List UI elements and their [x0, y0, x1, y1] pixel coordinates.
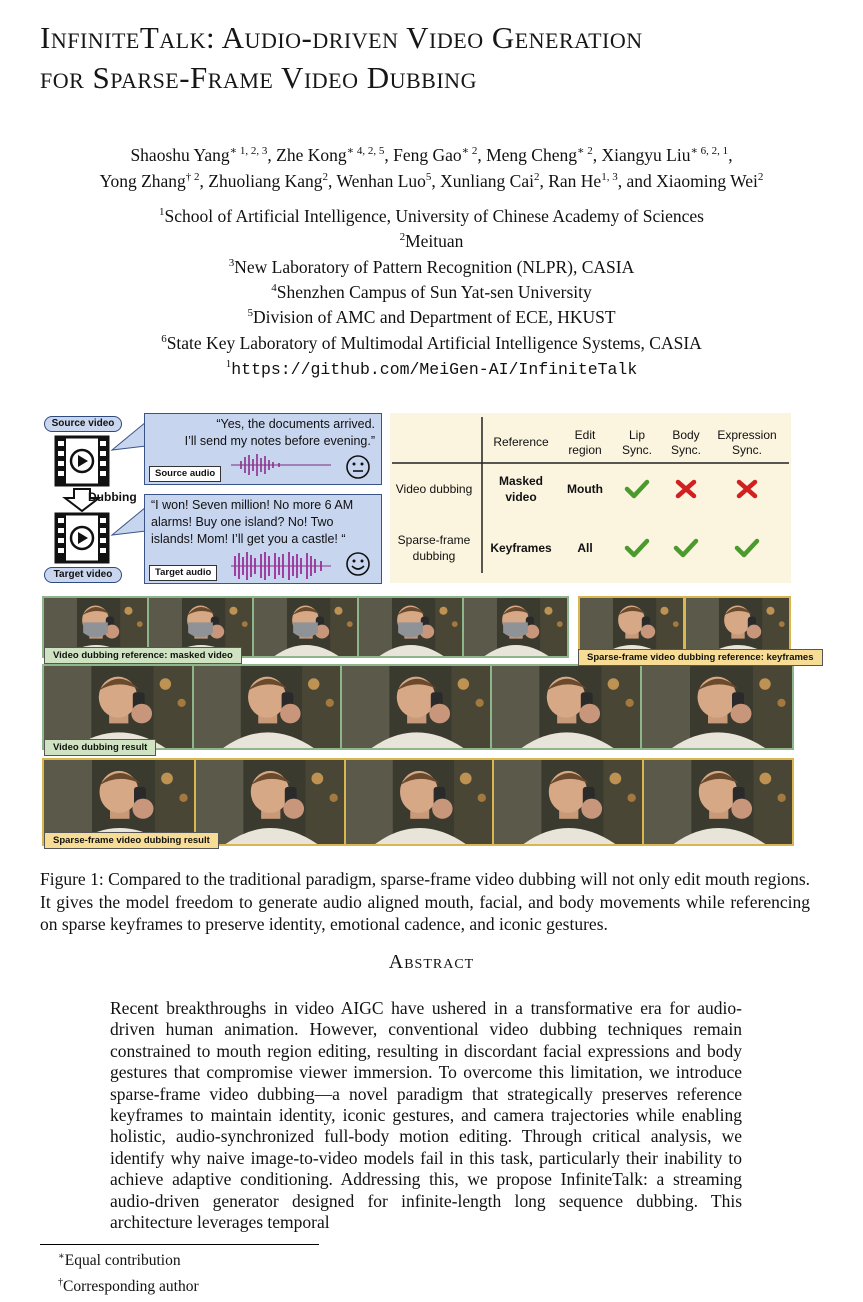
target-waveform-icon — [231, 551, 331, 581]
table-reference-value: Masked — [498, 474, 544, 488]
video-frame — [342, 666, 490, 748]
table-header-text: Expression — [717, 428, 777, 442]
comparison-table — [390, 413, 791, 583]
abstract-heading: Abstract — [388, 951, 475, 973]
author-name: Zhuoliang Kang$^2$ — [208, 170, 329, 191]
footnote-rule — [40, 1244, 319, 1245]
dubbing-illustration — [40, 410, 386, 588]
cross-icon — [678, 482, 694, 496]
source-audio-label: Source audio — [149, 466, 221, 482]
author-name: Xunliang Cai$^2$ — [440, 170, 540, 191]
footnote: ∗Equal contribution — [58, 1251, 181, 1270]
video-frame — [346, 760, 492, 844]
smiling-face-icon — [345, 551, 371, 577]
table-row-label: Video dubbing — [395, 482, 473, 496]
affiliation-line: $^2$Meituan — [399, 231, 464, 252]
author-name: Xiaoming Wei$^2$ — [656, 170, 764, 191]
check-icon — [627, 541, 647, 555]
table-header-text: Lip — [628, 428, 646, 442]
table-header-text: Sync. — [621, 443, 653, 457]
table-reference-value: video — [505, 490, 537, 504]
source-speech-bubble — [144, 413, 382, 485]
title-line-1: InfiniteTalk: Audio-driven Video Generation — [40, 20, 643, 55]
neutral-face-icon — [345, 454, 371, 480]
table-header-text: Sync. — [731, 443, 763, 457]
target-video-icon — [54, 512, 110, 564]
target-quote-line-1: “I won! Seven million! No more 6 AM — [151, 498, 354, 512]
paper-title — [40, 18, 840, 98]
author-name: Shaoshu Yang$^{∗ 1, 2, 3}$ — [130, 144, 268, 165]
source-quote-line-1: “Yes, the documents arrived. — [216, 417, 375, 431]
check-icon — [737, 541, 757, 555]
footnote: †Corresponding author — [58, 1277, 199, 1296]
video-frame — [359, 598, 462, 656]
video-frame — [464, 598, 567, 656]
affiliation-line: $^5$Division of AMC and Department of ECE, HKUST — [247, 307, 616, 328]
keyframe-reference-tag: Sparse-frame video dubbing reference: keyframes — [578, 649, 823, 666]
abstract-body: Recent breakthroughs in video AIGC have ushered in a transformative era for audio-driven human animation. However, conventional video dubbing techniques remain constrained to mouth region editing, resulting in discordant facial expressions and body gestures that compromise viewer immersion. To overcome this limitation, we introduce sparse-frame video dubbing—a novel paradigm that strategically preserves reference keyframes to maintain identity, iconic gestures, and camera trajectories while enabling holistic, audio-synchronized full-body motion editing. Through critical analysis, we identify why naive image-to-video models fail in this task, particularly their inability to achieve adaptive conditioning. Addressing this, we propose InfiniteTalk: a streaming audio-driven generator designed for infinite-length long sequence dubbing. This architecture leverages temporal — [110, 998, 742, 1233]
source-quote-line-2: I’ll send my notes before evening.” — [184, 434, 375, 448]
footnotes — [58, 1246, 199, 1298]
cross-icon — [739, 482, 755, 496]
author-list: Shaoshu Yang$^{∗ 1, 2, 3}$, Zhe Kong$^{∗ 4, 2, 5}$, Feng Gao$^{∗ 2}$, Meng Cheng$^{∗ 2}$, Xiangyu Liu$^{∗ 6, 2, 1}$, Yong Zhang$^{\dagger 2}$, Zhuoliang Kang$^2$, Wenhan Luo$^5$, Xunliang Cai$^2$, Ran He$^{1, 3}$, and Xiaoming Wei$^2$ — [99, 144, 764, 191]
video-frame — [492, 666, 640, 748]
table-header-text: Edit — [574, 428, 596, 442]
source-waveform-icon — [231, 452, 331, 478]
check-icon — [627, 482, 647, 496]
source-video-pill: Source video — [44, 416, 122, 432]
masked-reference-tag: Video dubbing reference: masked video — [44, 647, 242, 664]
video-frame — [494, 760, 642, 844]
author-name: Wenhan Luo$^5$ — [336, 170, 432, 191]
video-dubbing-result-tag: Video dubbing result — [44, 739, 156, 756]
author-name: Ran He$^{1, 3}$ — [548, 170, 618, 191]
github-link[interactable]: $^1$https://github.com/MeiGen-AI/InfiniteTalk — [225, 357, 638, 379]
table-edit-region-value: Mouth — [567, 482, 603, 496]
table-row-label: Sparse-frame — [397, 533, 471, 547]
affiliation-line: $^3$New Laboratory of Pattern Recognition (NLPR), CASIA — [228, 256, 635, 277]
affiliation-line: $^4$Shenzhen Campus of Sun Yat-sen University — [271, 281, 592, 302]
target-video-pill: Target video — [44, 567, 122, 583]
target-quote-line-2: alarms! Buy one island? No! Two — [151, 515, 334, 529]
figure-caption: Figure 1: Compared to the traditional paradigm, sparse-frame video dubbing will not only edit mouth regions. It gives the model freedom to generate audio aligned mouth, facial, and body movements while referencing on sparse keyframes to preserve identity, emotional cadence, and iconic gestures. — [40, 869, 810, 934]
video-frame — [44, 666, 192, 748]
video-frame — [580, 598, 683, 656]
affiliation-line: $^6$State Key Laboratory of Multimodal Artificial Intelligence Systems, CASIA — [161, 332, 702, 353]
table-header-text: region — [568, 443, 602, 457]
author-name: Yong Zhang$^{\dagger 2}$ — [99, 170, 200, 191]
target-audio-label: Target audio — [149, 565, 217, 581]
table-header-text: Body — [672, 428, 700, 442]
source-bubble-tail — [110, 420, 146, 460]
video-frame — [194, 666, 340, 748]
author-name: Xiangyu Liu$^{∗ 6, 2, 1}$ — [601, 144, 729, 165]
comparison-table-svg — [390, 413, 791, 583]
target-bubble-tail — [110, 505, 146, 545]
table-header-text: Reference — [493, 435, 549, 449]
author-name: Zhe Kong$^{∗ 4, 2, 5}$ — [276, 144, 385, 165]
dubbing-label: Dubbing — [88, 490, 137, 504]
target-speech-bubble — [144, 494, 382, 584]
author-name: Feng Gao$^{∗ 2}$ — [393, 144, 478, 165]
affiliation-list — [20, 202, 843, 380]
table-header-text: Sync. — [670, 443, 702, 457]
author-name: Meng Cheng$^{∗ 2}$ — [486, 144, 593, 165]
affiliation-line: $^1$School of Artificial Intelligence, University of Chinese Academy of Sciences — [159, 205, 704, 226]
table-row-label: dubbing — [412, 549, 456, 563]
sparse-frame-result-tag: Sparse-frame video dubbing result — [44, 832, 219, 849]
title-line-2: for Sparse-Frame Video Dubbing — [40, 60, 477, 95]
table-reference-value: Keyframes — [490, 541, 552, 555]
check-icon — [676, 541, 696, 555]
video-frame — [644, 760, 792, 844]
video-frame — [254, 598, 357, 656]
target-quote-line-3: islands! Mom! I’ll get you a castle! “ — [151, 532, 346, 546]
source-video-icon — [54, 435, 110, 487]
table-edit-region-value: All — [577, 541, 593, 555]
video-frame — [686, 598, 789, 656]
video-frame — [642, 666, 792, 748]
